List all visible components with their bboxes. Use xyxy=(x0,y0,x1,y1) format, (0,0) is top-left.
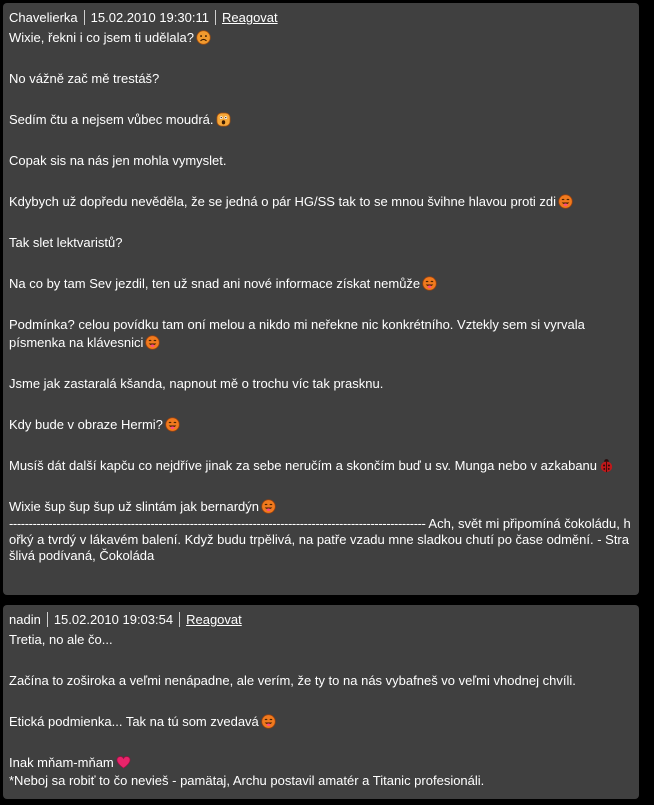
comment-line xyxy=(9,457,633,475)
reply-link[interactable]: Reagovat xyxy=(221,10,278,25)
comment-text: *Neboj sa robiť to čo nevieš - pamätaj, Archu postavil amatér a Titanic profesionáli. xyxy=(9,773,485,788)
comment-text: Jsme jak zastaralá kšanda, napnout mě o trochu víc tak prasknu. xyxy=(9,376,384,391)
comment-timestamp: 15.02.2010 19:30:11 xyxy=(90,10,209,25)
comment-text: Tretia, no ale čo... xyxy=(9,632,113,647)
comment-line xyxy=(9,29,633,47)
comment-text: Etická podmienka... Tak na tú som zvedavá xyxy=(9,714,259,729)
comment-timestamp: 15.02.2010 19:03:54 xyxy=(53,612,174,627)
comment-line xyxy=(9,375,633,393)
comment-text: Začína to zoširoka a veľmi nenápadne, ale verím, že ty to na nás vybafneš vo veľmi vhodnej chvíli. xyxy=(9,673,576,688)
ladybug-icon xyxy=(599,458,614,473)
comment-line xyxy=(9,498,633,516)
comment-author: Chavelierka xyxy=(9,10,78,25)
meta-divider xyxy=(215,10,216,25)
comment-card xyxy=(3,605,639,799)
comment-line xyxy=(9,713,633,731)
comment-author: nadin xyxy=(9,612,41,627)
tongue-out-icon xyxy=(261,499,276,514)
comment-body xyxy=(9,631,633,790)
tongue-out-icon xyxy=(145,335,160,350)
comment-text: Wixie šup šup šup už slintám jak bernardýn xyxy=(9,499,260,514)
shocked-face-icon xyxy=(216,112,231,127)
comment-line xyxy=(9,672,633,690)
tongue-out-icon xyxy=(558,194,573,209)
comment-text: Wixie, řekni i co jsem ti udělala? xyxy=(9,30,194,45)
comment-meta xyxy=(9,7,633,29)
comment-text: Kdy bude v obraze Hermi? xyxy=(9,417,163,432)
comment-text: Copak sis na nás jen mohla vymyslet. xyxy=(9,153,227,168)
comment-line xyxy=(9,416,633,434)
meta-divider xyxy=(84,10,85,25)
comment-text: Tak slet lektvaristů? xyxy=(9,235,123,250)
comment-signature xyxy=(9,516,633,564)
comment-line xyxy=(9,70,633,88)
comment-line xyxy=(9,772,633,790)
comment-line xyxy=(9,234,633,252)
comment-text: Musíš dát další kapču co nejdříve jinak za sebe neručím a skončím buď u sv. Munga nebo v azkabanu xyxy=(9,458,598,473)
comment-body xyxy=(9,29,633,564)
comment-text: Inak mňam-mňam xyxy=(9,755,114,770)
comment-line xyxy=(9,631,633,649)
comment-text: No vážně zač mě trestáš? xyxy=(9,71,160,86)
meta-divider xyxy=(47,612,48,627)
tongue-out-icon xyxy=(165,417,180,432)
meta-divider xyxy=(179,612,180,627)
sad-face-icon xyxy=(196,30,211,45)
comment-line xyxy=(9,754,633,772)
comment-text: Na co by tam Sev jezdil, ten už snad ani nové informace získat nemůže xyxy=(9,276,421,291)
comment-line xyxy=(9,111,633,129)
tongue-out-icon xyxy=(422,276,437,291)
comment-text: Sedím čtu a nejsem vůbec moudrá. xyxy=(9,112,214,127)
comment-text: Kdybych už dopředu nevěděla, že se jedná o pár HG/SS tak to se mnou švihne hlavou proti zdi xyxy=(9,194,557,209)
comment-line xyxy=(9,275,633,293)
comment-line xyxy=(9,193,633,211)
reply-link[interactable]: Reagovat xyxy=(186,612,242,627)
heart-icon xyxy=(116,755,131,770)
tongue-out-icon xyxy=(261,714,276,729)
signature-text: Ach, svět mi připomíná čokoládu, hořký a tvrdý v lákavém balení. Když budu trpělivá, na patře vzadu mne sladkou chutí po čase odmění. - Strašlivá podívaná, Čokoláda xyxy=(9,516,631,563)
signature-divider: ---------------------------------------------------------------------------------------------------------- xyxy=(9,516,426,531)
comment-line xyxy=(9,152,633,170)
comment-card xyxy=(3,3,639,595)
comment-text: Podmínka? celou povídku tam oní melou a nikdo mi neřekne nic konkrétního. Vztekly sem si vyrvala písmenka na klávesnici xyxy=(9,317,585,350)
comment-line xyxy=(9,316,633,352)
comment-meta xyxy=(9,609,633,631)
